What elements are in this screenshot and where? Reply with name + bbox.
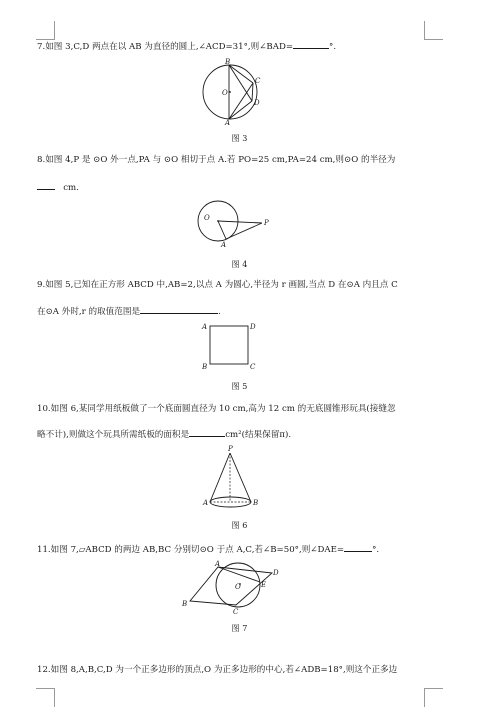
fig3-label-c: C (255, 77, 261, 85)
question-9-text: 9.如图 5,已知在正方形 ABCD 中,AB=2,以点 A 为圆心,半径为 r 画圆,当点 D 在⊙A 内且点 C (37, 280, 398, 290)
question-10 (37, 404, 437, 415)
fig7-label-e: E (261, 581, 267, 589)
question-12 (37, 665, 437, 676)
crop-mark-top-left (36, 21, 55, 40)
answer-blank-8[interactable] (37, 180, 55, 190)
fig5-label-d: D (250, 323, 256, 331)
figure-5-caption: 图 5 (231, 382, 248, 391)
fig4-label-a: A (221, 241, 227, 249)
fig7-label-b: B (182, 600, 188, 608)
fig6-label-b: B (253, 499, 259, 507)
question-8 (37, 155, 437, 166)
question-10-text: 10.如图 6,某同学用纸板做了一个底面圆直径为 10 cm,高为 12 cm 的无底圆锥形玩具(接缝忽 (37, 404, 396, 414)
fig3-label-b: B (225, 58, 231, 66)
question-7: 7.如图 3,C,D 两点在以 AB 为直径的圆上,∠ACD=31°,则∠BAD= °. (37, 39, 437, 53)
fig3-label-o: O (222, 89, 228, 97)
question-9-line-2: 在⊙A 外时,r 的取值范围是 . (37, 304, 437, 318)
answer-blank-10[interactable] (189, 427, 225, 437)
figure-6-caption: 图 6 (231, 521, 248, 530)
figure-5 (200, 320, 264, 372)
fig7-label-a: A (215, 560, 221, 568)
crop-mark-bottom-left (36, 688, 55, 707)
fig3-label-a: A (225, 119, 231, 127)
fig6-label-p: P (228, 445, 233, 453)
fig6-label-a: A (203, 499, 209, 507)
figure-3 (196, 58, 268, 126)
crop-mark-top-right (424, 21, 443, 40)
question-11: 11.如图 7,▱ABCD 的两边 AB,BC 分别切⊙O 于点 A,C,若∠B=50°,则∠DAE= °. (37, 542, 437, 556)
answer-blank-9[interactable] (140, 304, 218, 314)
fig5-label-a: A (202, 323, 208, 331)
figure-4 (188, 198, 272, 250)
fig5-label-c: C (250, 363, 256, 371)
answer-blank-7[interactable] (293, 39, 329, 49)
figure-4-caption: 图 4 (231, 260, 248, 269)
answer-blank-11[interactable] (344, 542, 372, 552)
question-9 (37, 280, 437, 291)
question-8-text: 8.如图 4,P 是 ⊙O 外一点,PA 与 ⊙O 相切于点 A.若 PO=25 cm,PA=24 cm,则⊙O 的半径为 (37, 155, 396, 165)
crop-mark-bottom-right (424, 688, 443, 707)
question-11-text: 11.如图 7,▱ABCD 的两边 AB,BC 分别切⊙O 于点 A,C,若∠B=50°,则∠DAE= (37, 545, 345, 555)
fig7-label-d: D (273, 569, 279, 577)
fig5-label-b: B (202, 363, 208, 371)
figure-3-caption: 图 3 (231, 134, 248, 143)
question-12-text: 12.如图 8,A,B,C,D 为一个正多边形的顶点,O 为正多边形的中心,若∠ADB=18°,则这个正多边 (37, 665, 398, 675)
question-10-line-2: 略不计),则做这个玩具所需纸板的面积是 cm²(结果保留π). (37, 427, 437, 441)
figure-7 (180, 558, 280, 618)
fig7-label-c: C (233, 608, 239, 616)
fig7-label-o: O (235, 583, 241, 591)
fig4-label-p: P (264, 219, 269, 227)
question-7-text: 7.如图 3,C,D 两点在以 AB 为直径的圆上,∠ACD=31°,则∠BAD= (37, 42, 294, 52)
question-8-line-2: cm. (37, 180, 437, 194)
fig4-label-o: O (204, 214, 210, 222)
figure-6 (200, 445, 264, 513)
figure-7-caption: 图 7 (231, 624, 248, 633)
fig3-label-d: D (254, 99, 260, 107)
